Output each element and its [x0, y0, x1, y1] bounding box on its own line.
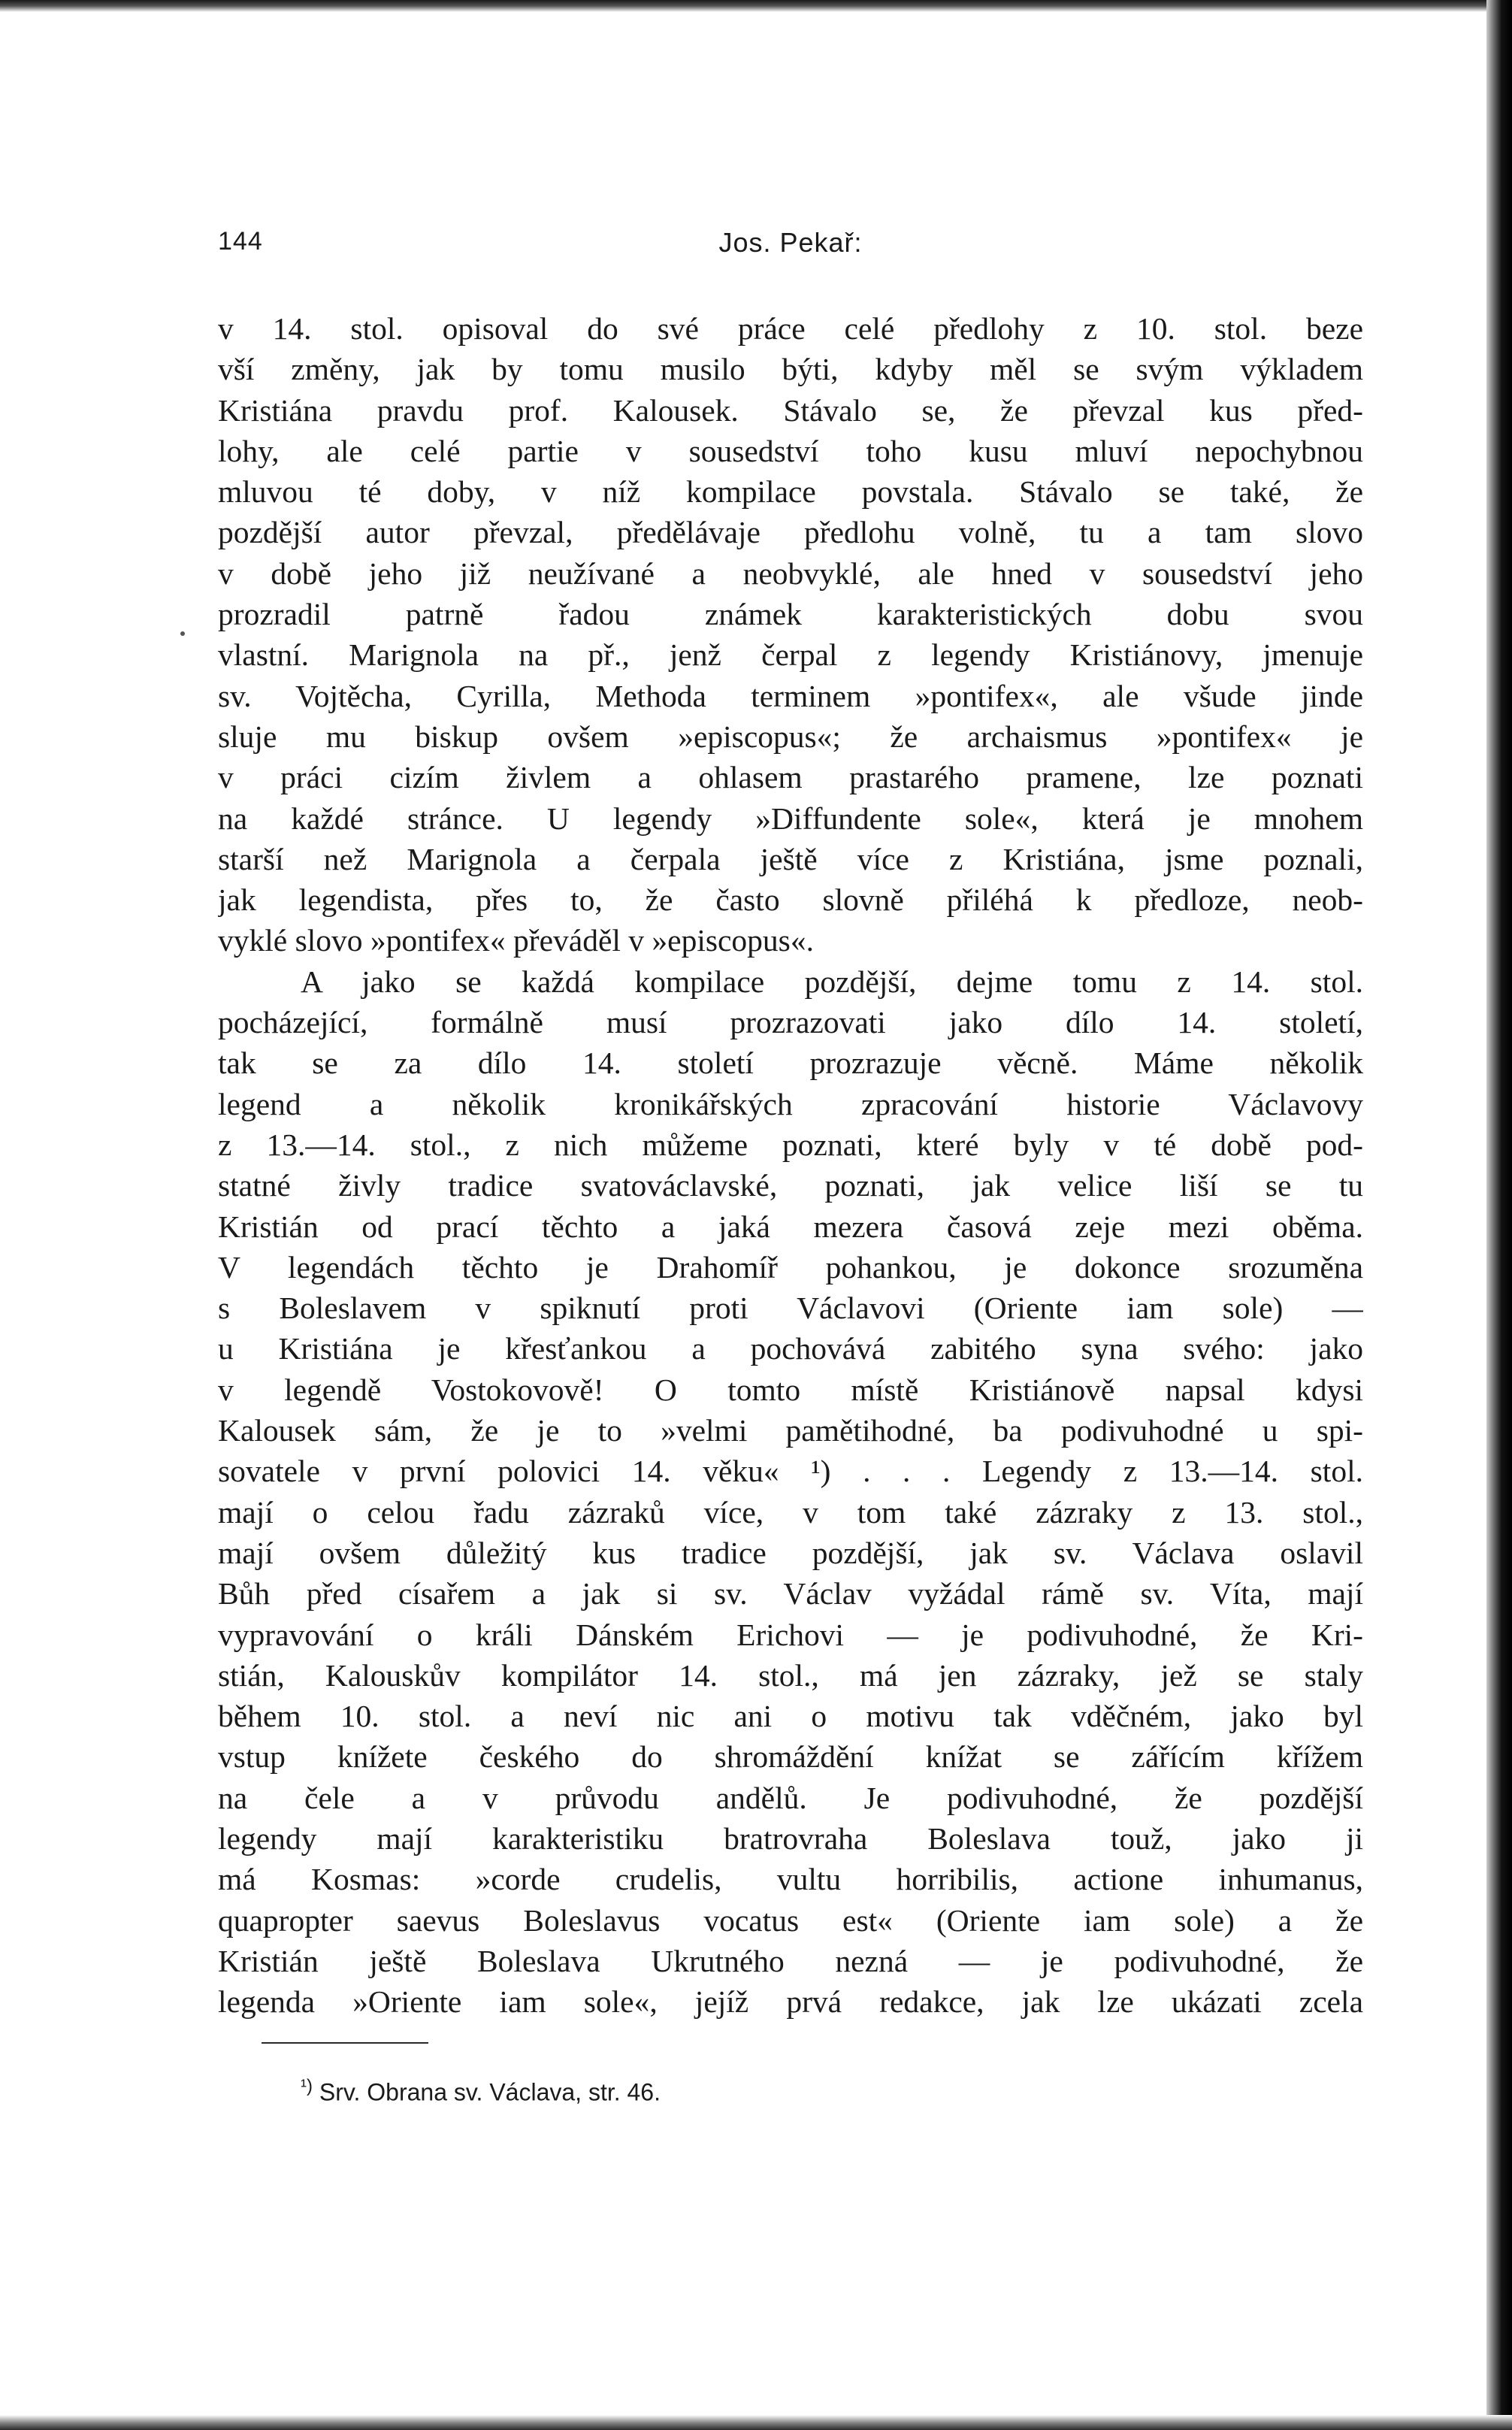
footnote: [301, 2076, 661, 2107]
text-line: v legendě Vostokovově! O tomto místě Kristiánově napsal kdysi: [218, 1372, 1363, 1407]
text-line: mají ovšem důležitý kus tradice pozdější, jak sv. Václava oslavil: [218, 1535, 1363, 1570]
text-line: pozdější autor převzal, předělávaje předlohu volně, tu a tam slovo: [218, 515, 1363, 550]
text-line: sv. Vojtěcha, Cyrilla, Methoda terminem »pontifex«, ale všude jinde: [218, 678, 1363, 713]
text-line: s Boleslavem v spiknutí proti Václavovi (Oriente iam sole) —: [218, 1291, 1363, 1326]
text-line: legenda »Oriente iam sole«, jejíž prvá redakce, jak lze ukázati zcela: [218, 1984, 1363, 2020]
footnote-marker: ¹): [301, 2076, 313, 2096]
text-line: na každé stránce. U legendy »Diffundente sole«, která je mnohem: [218, 800, 1363, 836]
text-line: quapropter saevus Boleslavus vocatus est« (Oriente iam sole) a že: [218, 1902, 1363, 1938]
text-line: prozradil patrně řadou známek karakteristických dobu svou: [218, 597, 1363, 632]
text-line: během 10. stol. a neví nic ani o motivu tak vděčném, jako byl: [218, 1699, 1363, 1734]
scan-border-right: [1486, 0, 1512, 2430]
text-line: Kalousek sám, že je to »velmi pamětihodné, ba podivuhodné u spi-: [218, 1413, 1363, 1448]
text-line: sovatele v první polovici 14. věku« ¹) . . . Legendy z 13.—14. stol.: [218, 1454, 1363, 1489]
text-line: A jako se každá kompilace pozdější, dejme tomu z 14. stol.: [301, 964, 1363, 999]
text-line: jak legendista, přes to, že často slovně přiléhá k předloze, neob-: [218, 882, 1363, 918]
text-line: Kristiána pravdu prof. Kalousek. Stávalo se, že převzal kus před-: [218, 392, 1363, 428]
text-line: statné živly tradice svatováclavské, poznati, jak velice liší se tu: [218, 1168, 1363, 1203]
text-line: stián, Kalouskův kompilátor 14. stol., má jen zázraky, jež se staly: [218, 1657, 1363, 1693]
scan-border-top: [0, 0, 1512, 12]
text-line: vyklé slovo »pontifex« převáděl v »episcopus«.: [218, 923, 814, 958]
body-text: [218, 308, 1363, 2022]
text-line: pocházející, formálně musí prozrazovati jako dílo 14. století,: [218, 1005, 1363, 1040]
text-line: starší než Marignola a čerpala ještě více z Kristiána, jsme poznali,: [218, 841, 1363, 876]
text-line: na čele a v průvodu andělů. Je podivuhodné, že pozdější: [218, 1780, 1363, 1815]
page-header: [218, 227, 1363, 272]
text-line: lohy, ale celé partie v sousedství toho kusu mluví nepochybnou: [218, 433, 1363, 468]
text-line: tak se za dílo 14. století prozrazuje věcně. Máme několik: [218, 1046, 1363, 1081]
text-line: V legendách těchto je Drahomíř pohankou, je dokonce srozuměna: [218, 1249, 1363, 1285]
text-line: legend a několik kronikářských zpracování historie Václavovy: [218, 1086, 1363, 1121]
page-number: 144: [218, 227, 263, 256]
text-line: v době jeho již neužívané a neobvyklé, ale hned v sousedství jeho: [218, 555, 1363, 591]
text-line: Bůh před císařem a jak si sv. Václav vyžádal rámě sv. Víta, mají: [218, 1576, 1363, 1611]
text-line: Kristián ještě Boleslava Ukrutného nezná — je podivuhodné, že: [218, 1943, 1363, 1978]
text-line: vší změny, jak by tomu musilo býti, kdyby měl se svým výkladem: [218, 352, 1363, 387]
text-line: legendy mají karakteristiku bratrovraha Boleslava touž, jako ji: [218, 1820, 1363, 1856]
text-line: vstup knížete českého do shromáždění knížat se zářícím křížem: [218, 1739, 1363, 1775]
text-line: mají o celou řadu zázraků více, v tom také zázraky z 13. stol.,: [218, 1494, 1363, 1530]
scan-border-bottom: [0, 2415, 1512, 2430]
footnote-text: Srv. Obrana sv. Václava, str. 46.: [319, 2078, 661, 2106]
text-line: v práci cizím živlem a ohlasem prastarého pramene, lze poznati: [218, 760, 1363, 795]
text-line: v 14. stol. opisoval do své práce celé předlohy z 10. stol. beze: [218, 311, 1363, 346]
text-line: z 13.—14. stol., z nich můžeme poznati, které byly v té době pod-: [218, 1127, 1363, 1162]
text-line: mluvou té doby, v níž kompilace povstala. Stávalo se také, že: [218, 474, 1363, 510]
margin-speck: [180, 631, 185, 636]
text-line: vlastní. Marignola na př., jenž čerpal z legendy Kristiánovy, jmenuje: [218, 637, 1363, 673]
text-line: má Kosmas: »corde crudelis, vultu horribilis, actione inhumanus,: [218, 1862, 1363, 1897]
text-line: sluje mu biskup ovšem »episcopus«; že archaismus »pontifex« je: [218, 719, 1363, 754]
footnote-rule: [262, 2042, 428, 2044]
text-line: u Kristiána je křesťankou a pochovává zabitého syna svého: jako: [218, 1331, 1363, 1366]
text-line: Kristián od prací těchto a jaká mezera časová zeje mezi oběma.: [218, 1209, 1363, 1244]
text-line: vypravování o králi Dánském Erichovi — je podivuhodné, že Kri-: [218, 1617, 1363, 1652]
running-head: Jos. Pekař:: [718, 227, 863, 258]
